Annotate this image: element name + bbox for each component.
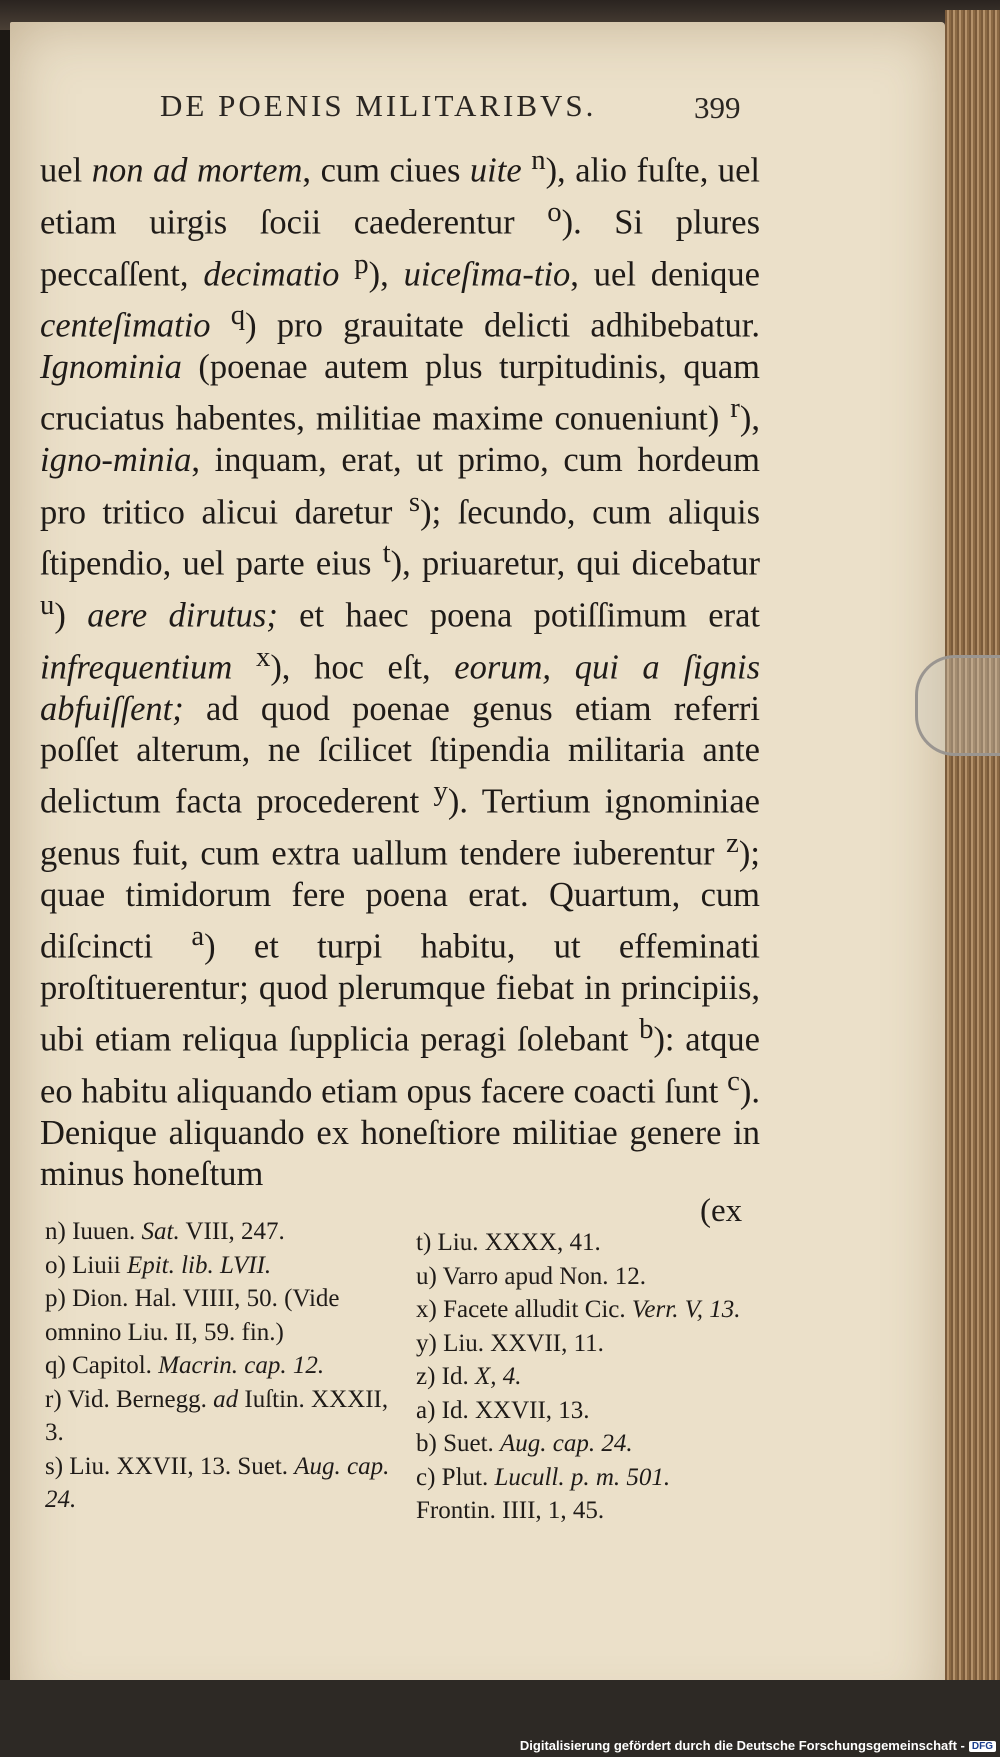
- dfg-logo: DFG: [969, 1741, 996, 1752]
- page-clip: [915, 655, 1000, 756]
- page-number: 399: [694, 90, 741, 125]
- right-footnote: y) Liu. XXVII, 11.: [416, 1329, 604, 1357]
- right-footnote: c) Plut. Lucull. p. m. 501. Frontin. IIII, 1, 45.: [416, 1463, 671, 1524]
- catchword: (ex: [700, 1193, 743, 1229]
- book-edge: [945, 10, 1000, 1722]
- footnotes-left-column: [45, 1215, 390, 1517]
- body-paragraph: uel non ad mortem, cum ciues uite $^n$), alio fuſte, uel etiam uirgis ſocii caederentur $^o$). Si plures peccaſſent, decimatio $^p$), uiceſima-tio, uel denique centeſimatio $^q$) pro grauitate delicti adhibebatur. Ignominia (poenae autem plus turpitudinis, quam cruciatus habentes, militiae maxime conueniunt) $^r$), igno-minia, inquam, erat, ut primo, cum hordeum pro tritico alicui daretur $^s$); ſecundo, cum aliquis ſtipendio, uel parte eius $^t$), priuaretur, qui dicebatur $^u$) aere dirutus; et haec poena potiſſimum erat infrequentium $^x$), hoc eſt, eorum, qui a ſignis abfuiſſent; ad quod poenae genus etiam referri poſſet alterum, ne ſcilicet ſtipendia militaria ante delictum facta procederent $^y$). Tertium ignominiae genus fuit, cum extra uallum tendere iuberentur $^z$); quae timidorum fere poena erat. Quartum, cum diſcincti $^a$) et turpi habitu, ut effeminati proſtituerentur; quod plerumque fiebat in principiis, ubi etiam reliqua ſupplicia peragi ſolebant $^b$): atque eo habitu aliquando etiam opus facere coacti ſunt $^c$). Denique aliquando ex honeſtiore militiae genere in minus honeſtum: [40, 144, 761, 1194]
- left-footnote: s) Liu. XXVII, 13. Suet. Aug. cap. 24.: [45, 1452, 390, 1513]
- right-footnote: u) Varro apud Non. 12.: [416, 1262, 647, 1290]
- right-footnote: z) Id. X, 4.: [416, 1363, 522, 1390]
- credit-text: Digitalisierung gefördert durch die Deutsche Forschungsgemeinschaft -: [519, 1738, 965, 1753]
- left-footnote: q) Capitol. Macrin. cap. 12.: [45, 1352, 325, 1379]
- left-footnote: p) Dion. Hal. VIIII, 50. (Vide omnino Liu. II, 59. fin.): [45, 1285, 340, 1346]
- left-footnote: r) Vid. Bernegg. ad Iuſtin. XXXII, 3.: [45, 1385, 389, 1446]
- right-footnote: t) Liu. XXXX, 41.: [416, 1229, 601, 1256]
- right-footnote: a) Id. XXVII, 13.: [416, 1396, 590, 1424]
- right-footnote: x) Facete alludit Cic. Verr. V, 13.: [416, 1296, 741, 1323]
- left-footnote: o) Liuii Epit. lib. LVII.: [45, 1251, 272, 1279]
- footnotes-right-column: [416, 1226, 756, 1528]
- main-text: [40, 140, 760, 1196]
- digitization-credit: [520, 1738, 996, 1753]
- left-footnote: n) Iuuen. Sat. VIII, 247.: [45, 1218, 285, 1245]
- right-footnote: b) Suet. Aug. cap. 24.: [416, 1430, 633, 1457]
- running-title: DE POENIS MILITARIBVS.: [160, 88, 597, 123]
